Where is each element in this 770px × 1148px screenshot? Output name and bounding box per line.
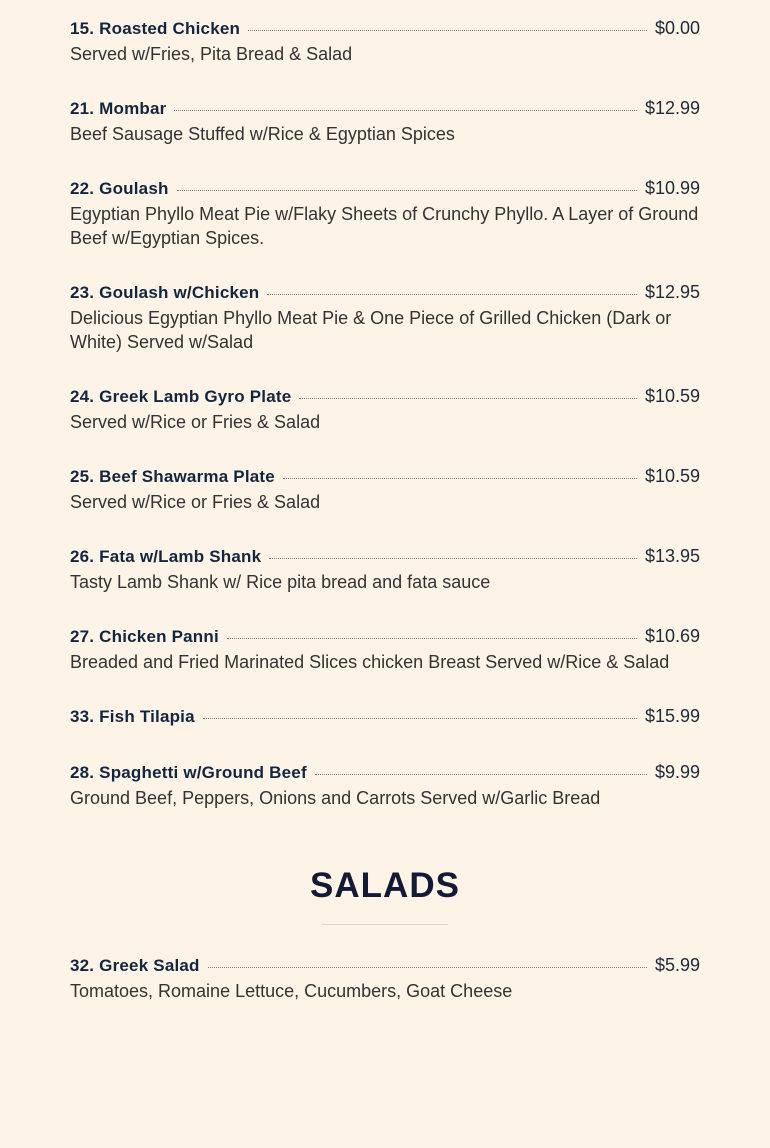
item-header	[70, 98, 700, 122]
item-name: 23. Goulash w/Chicken	[70, 283, 260, 302]
item-description: Served w/Rice or Fries & Salad	[70, 492, 321, 512]
menu-item	[70, 626, 700, 674]
dotted-leader	[248, 30, 647, 31]
dotted-leader	[299, 398, 637, 399]
item-description: Served w/Rice or Fries & Salad	[70, 412, 321, 432]
dotted-leader	[227, 638, 637, 639]
item-description: Delicious Egyptian Phyllo Meat Pie & One Piece of Grilled Chicken (Dark or White) Served w/Salad	[70, 308, 672, 352]
section-title: SALADS	[310, 866, 460, 905]
item-price: $10.59	[644, 466, 700, 486]
menu-item	[70, 282, 700, 354]
item-description: Ground Beef, Peppers, Onions and Carrots Served w/Garlic Bread	[70, 788, 601, 808]
item-name: 27. Chicken Panni	[70, 627, 219, 646]
menu-item	[70, 18, 700, 66]
item-name: 25. Beef Shawarma Plate	[70, 467, 275, 486]
dotted-leader	[177, 190, 637, 191]
item-price: $9.99	[654, 762, 700, 782]
item-price: $13.95	[644, 546, 700, 566]
item-header	[70, 762, 700, 786]
dotted-leader	[267, 294, 637, 295]
menu-item	[70, 178, 700, 250]
item-price: $12.95	[644, 282, 700, 302]
item-header	[70, 626, 700, 650]
menu-item	[70, 706, 700, 730]
item-name: 32. Greek Salad	[70, 956, 200, 975]
item-header	[70, 282, 700, 306]
item-price: $0.00	[654, 18, 700, 38]
item-header	[70, 178, 700, 202]
item-description: Breaded and Fried Marinated Slices chicken Breast Served w/Rice & Salad	[70, 652, 670, 672]
item-header	[70, 546, 700, 570]
item-name: 26. Fata w/Lamb Shank	[70, 547, 262, 566]
item-price: $5.99	[654, 955, 700, 975]
item-name: 28. Spaghetti w/Ground Beef	[70, 763, 307, 782]
item-name: 21. Mombar	[70, 99, 167, 118]
item-description: Beef Sausage Stuffed w/Rice & Egyptian Spices	[70, 124, 455, 144]
dotted-leader	[203, 718, 637, 719]
item-description: Tomatoes, Romaine Lettuce, Cucumbers, Goat Cheese	[70, 981, 513, 1001]
section-divider	[322, 924, 448, 925]
dotted-leader	[283, 478, 637, 479]
item-price: $10.59	[644, 386, 700, 406]
menu-item	[70, 466, 700, 514]
menu-item	[70, 386, 700, 434]
item-name: 33. Fish Tilapia	[70, 707, 195, 726]
item-name: 24. Greek Lamb Gyro Plate	[70, 387, 292, 406]
salads-section-header	[70, 866, 700, 925]
item-price: $12.99	[644, 98, 700, 118]
dotted-leader	[269, 558, 637, 559]
item-price: $10.69	[644, 626, 700, 646]
item-header	[70, 466, 700, 490]
item-name: 15. Roasted Chicken	[70, 19, 241, 38]
menu-item	[70, 762, 700, 810]
item-header	[70, 18, 700, 42]
dotted-leader	[315, 774, 647, 775]
menu-item	[70, 98, 700, 146]
dotted-leader	[174, 110, 636, 111]
item-price: $15.99	[644, 706, 700, 726]
item-description: Served w/Fries, Pita Bread & Salad	[70, 44, 353, 64]
item-header	[70, 706, 700, 730]
menu-item	[70, 955, 700, 1003]
item-price: $10.99	[644, 178, 700, 198]
item-description: Tasty Lamb Shank w/ Rice pita bread and fata sauce	[70, 572, 491, 592]
item-name: 22. Goulash	[70, 179, 169, 198]
item-header	[70, 955, 700, 979]
item-description: Egyptian Phyllo Meat Pie w/Flaky Sheets of Crunchy Phyllo. A Layer of Ground Beef w/Egyptian Spices.	[70, 204, 699, 248]
item-header	[70, 386, 700, 410]
menu-item	[70, 546, 700, 594]
menu-list	[70, 0, 700, 1003]
dotted-leader	[208, 967, 647, 968]
